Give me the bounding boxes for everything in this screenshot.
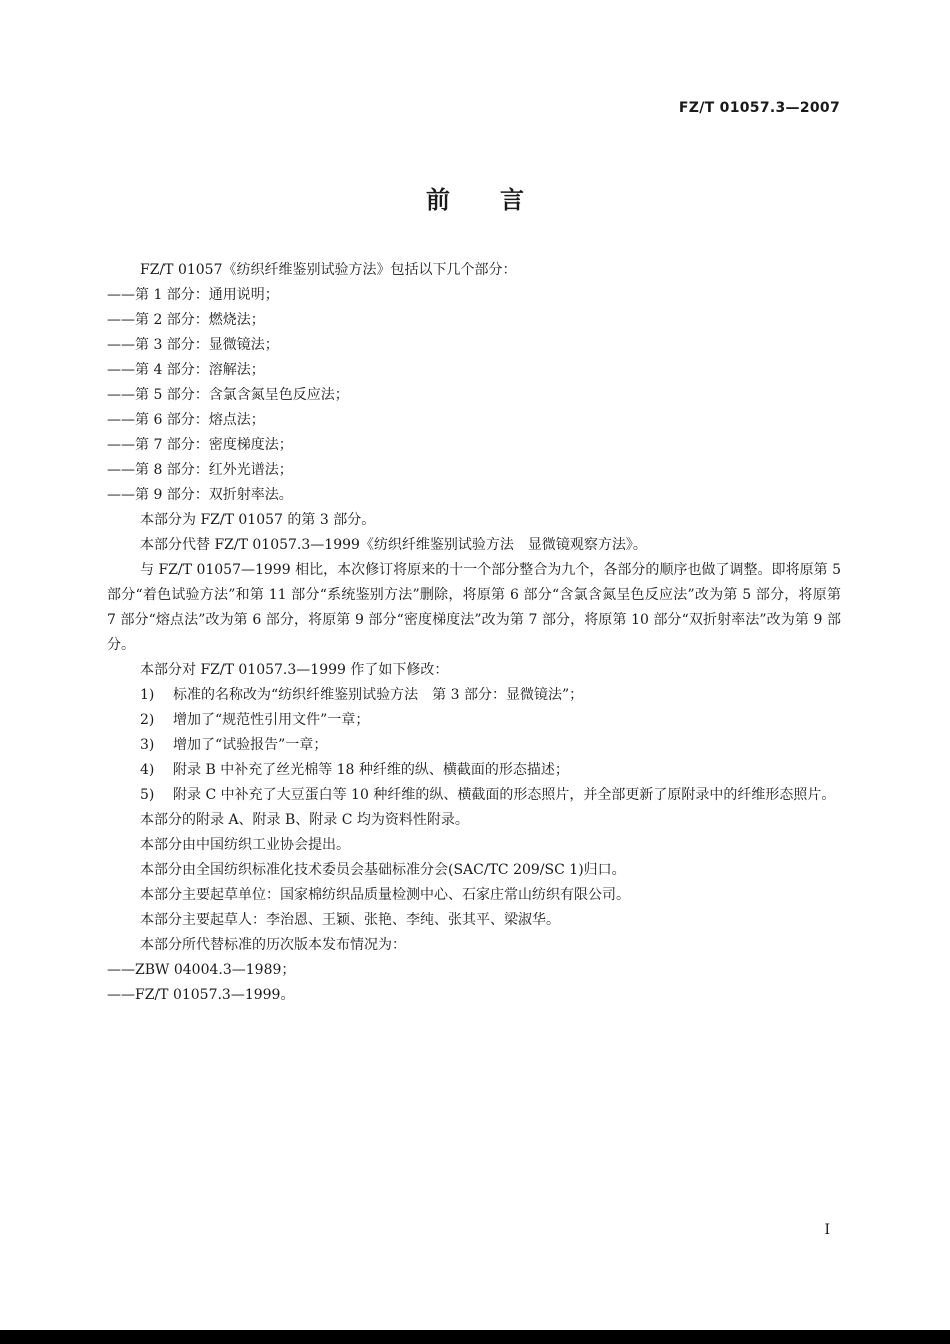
part-list-item: ——第 6 部分：熔点法；	[107, 412, 265, 428]
change-list-item	[107, 733, 841, 758]
change-number: 5)	[140, 787, 155, 803]
proposed-by-paragraph: 本部分由中国纺织工业协会提出。	[140, 837, 350, 853]
change-number: 3)	[140, 737, 155, 753]
change-number: 2)	[140, 712, 155, 728]
change-number: 1)	[140, 687, 155, 703]
part-list-item: ——第 9 部分：双折射率法。	[107, 487, 293, 503]
part-list-item: ——第 5 部分：含氯含氮呈色反应法；	[107, 387, 349, 403]
standard-code: FZ/T 01057.3—2007	[678, 100, 840, 116]
history-list-item: ——ZBW 04004.3—1989；	[107, 962, 296, 978]
change-list-item	[107, 708, 841, 733]
change-text: 附录 C 中补充了大豆蛋白等 10 种纤维的纵、横截面的形态照片，并全部更新了原附录中的纤维形态照片。	[173, 787, 836, 803]
foreword-body	[107, 258, 841, 1008]
drafting-units-paragraph: 本部分主要起草单位：国家棉纺织品质量检测中心、石家庄常山纺织有限公司。	[140, 887, 630, 903]
history-intro-paragraph: 本部分所代替标准的历次版本发布情况为：	[140, 937, 406, 953]
changes-intro-paragraph: 本部分对 FZ/T 01057.3—1999 作了如下修改：	[140, 662, 449, 678]
part-list-item: ——第 4 部分：溶解法；	[107, 362, 265, 378]
change-text: 标准的名称改为“纺织纤维鉴别试验方法 第 3 部分：显微镜法”；	[173, 687, 584, 703]
part-list-item: ——第 7 部分：密度梯度法；	[107, 437, 293, 453]
change-text: 增加了“规范性引用文件”一章；	[173, 712, 370, 728]
part-list-item: ——第 3 部分：显微镜法；	[107, 337, 279, 353]
change-list-item	[107, 758, 841, 783]
intro-paragraph: FZ/T 01057《纺织纤维鉴别试验方法》包括以下几个部分：	[140, 262, 517, 278]
change-number: 4)	[140, 762, 155, 778]
centralized-paragraph: 本部分由全国纺织标准化技术委员会基础标准分会(SAC/TC 209/SC 1)归口。	[140, 862, 626, 878]
replaces-paragraph: 本部分代替 FZ/T 01057.3—1999《纺织纤维鉴别试验方法 显微镜观察方法》。	[140, 537, 647, 553]
comparison-paragraph: 与 FZ/T 01057—1999 相比，本次修订将原来的十一个部分整合为九个，各部分的顺序也做了调整。即将原第 5 部分“着色试验方法”和第 11 部分“系统鉴别方法”删除，将原第 6 部分“含氯含氮呈色反应法”改为第 5 部分，将原第 7 部分“熔点法”改为第 6 部分，将原第 9 部分“密度梯度法”改为第 7 部分，将原第 10 部分“双折射率法”改为第 9 部分。	[107, 562, 841, 653]
drafters-paragraph: 本部分主要起草人：李治恩、王颖、张艳、李纯、张其平、梁淑华。	[140, 912, 560, 928]
change-text: 附录 B 中补充了丝光棉等 18 种纤维的纵、横截面的形态描述；	[173, 762, 569, 778]
history-list-item: ——FZ/T 01057.3—1999。	[107, 987, 295, 1003]
part-list-item: ——第 1 部分：通用说明；	[107, 287, 279, 303]
change-list-item	[107, 783, 841, 808]
page-number: I	[824, 1222, 830, 1238]
bottom-border	[0, 1330, 950, 1344]
change-list-item	[107, 683, 841, 708]
annex-paragraph: 本部分的附录 A、附录 B、附录 C 均为资料性附录。	[140, 812, 469, 828]
part-of-paragraph: 本部分为 FZ/T 01057 的第 3 部分。	[140, 512, 376, 528]
page-title: 前言	[426, 186, 574, 214]
change-text: 增加了“试验报告”一章；	[173, 737, 328, 753]
part-list-item: ——第 2 部分：燃烧法；	[107, 312, 265, 328]
part-list-item: ——第 8 部分：红外光谱法；	[107, 462, 293, 478]
